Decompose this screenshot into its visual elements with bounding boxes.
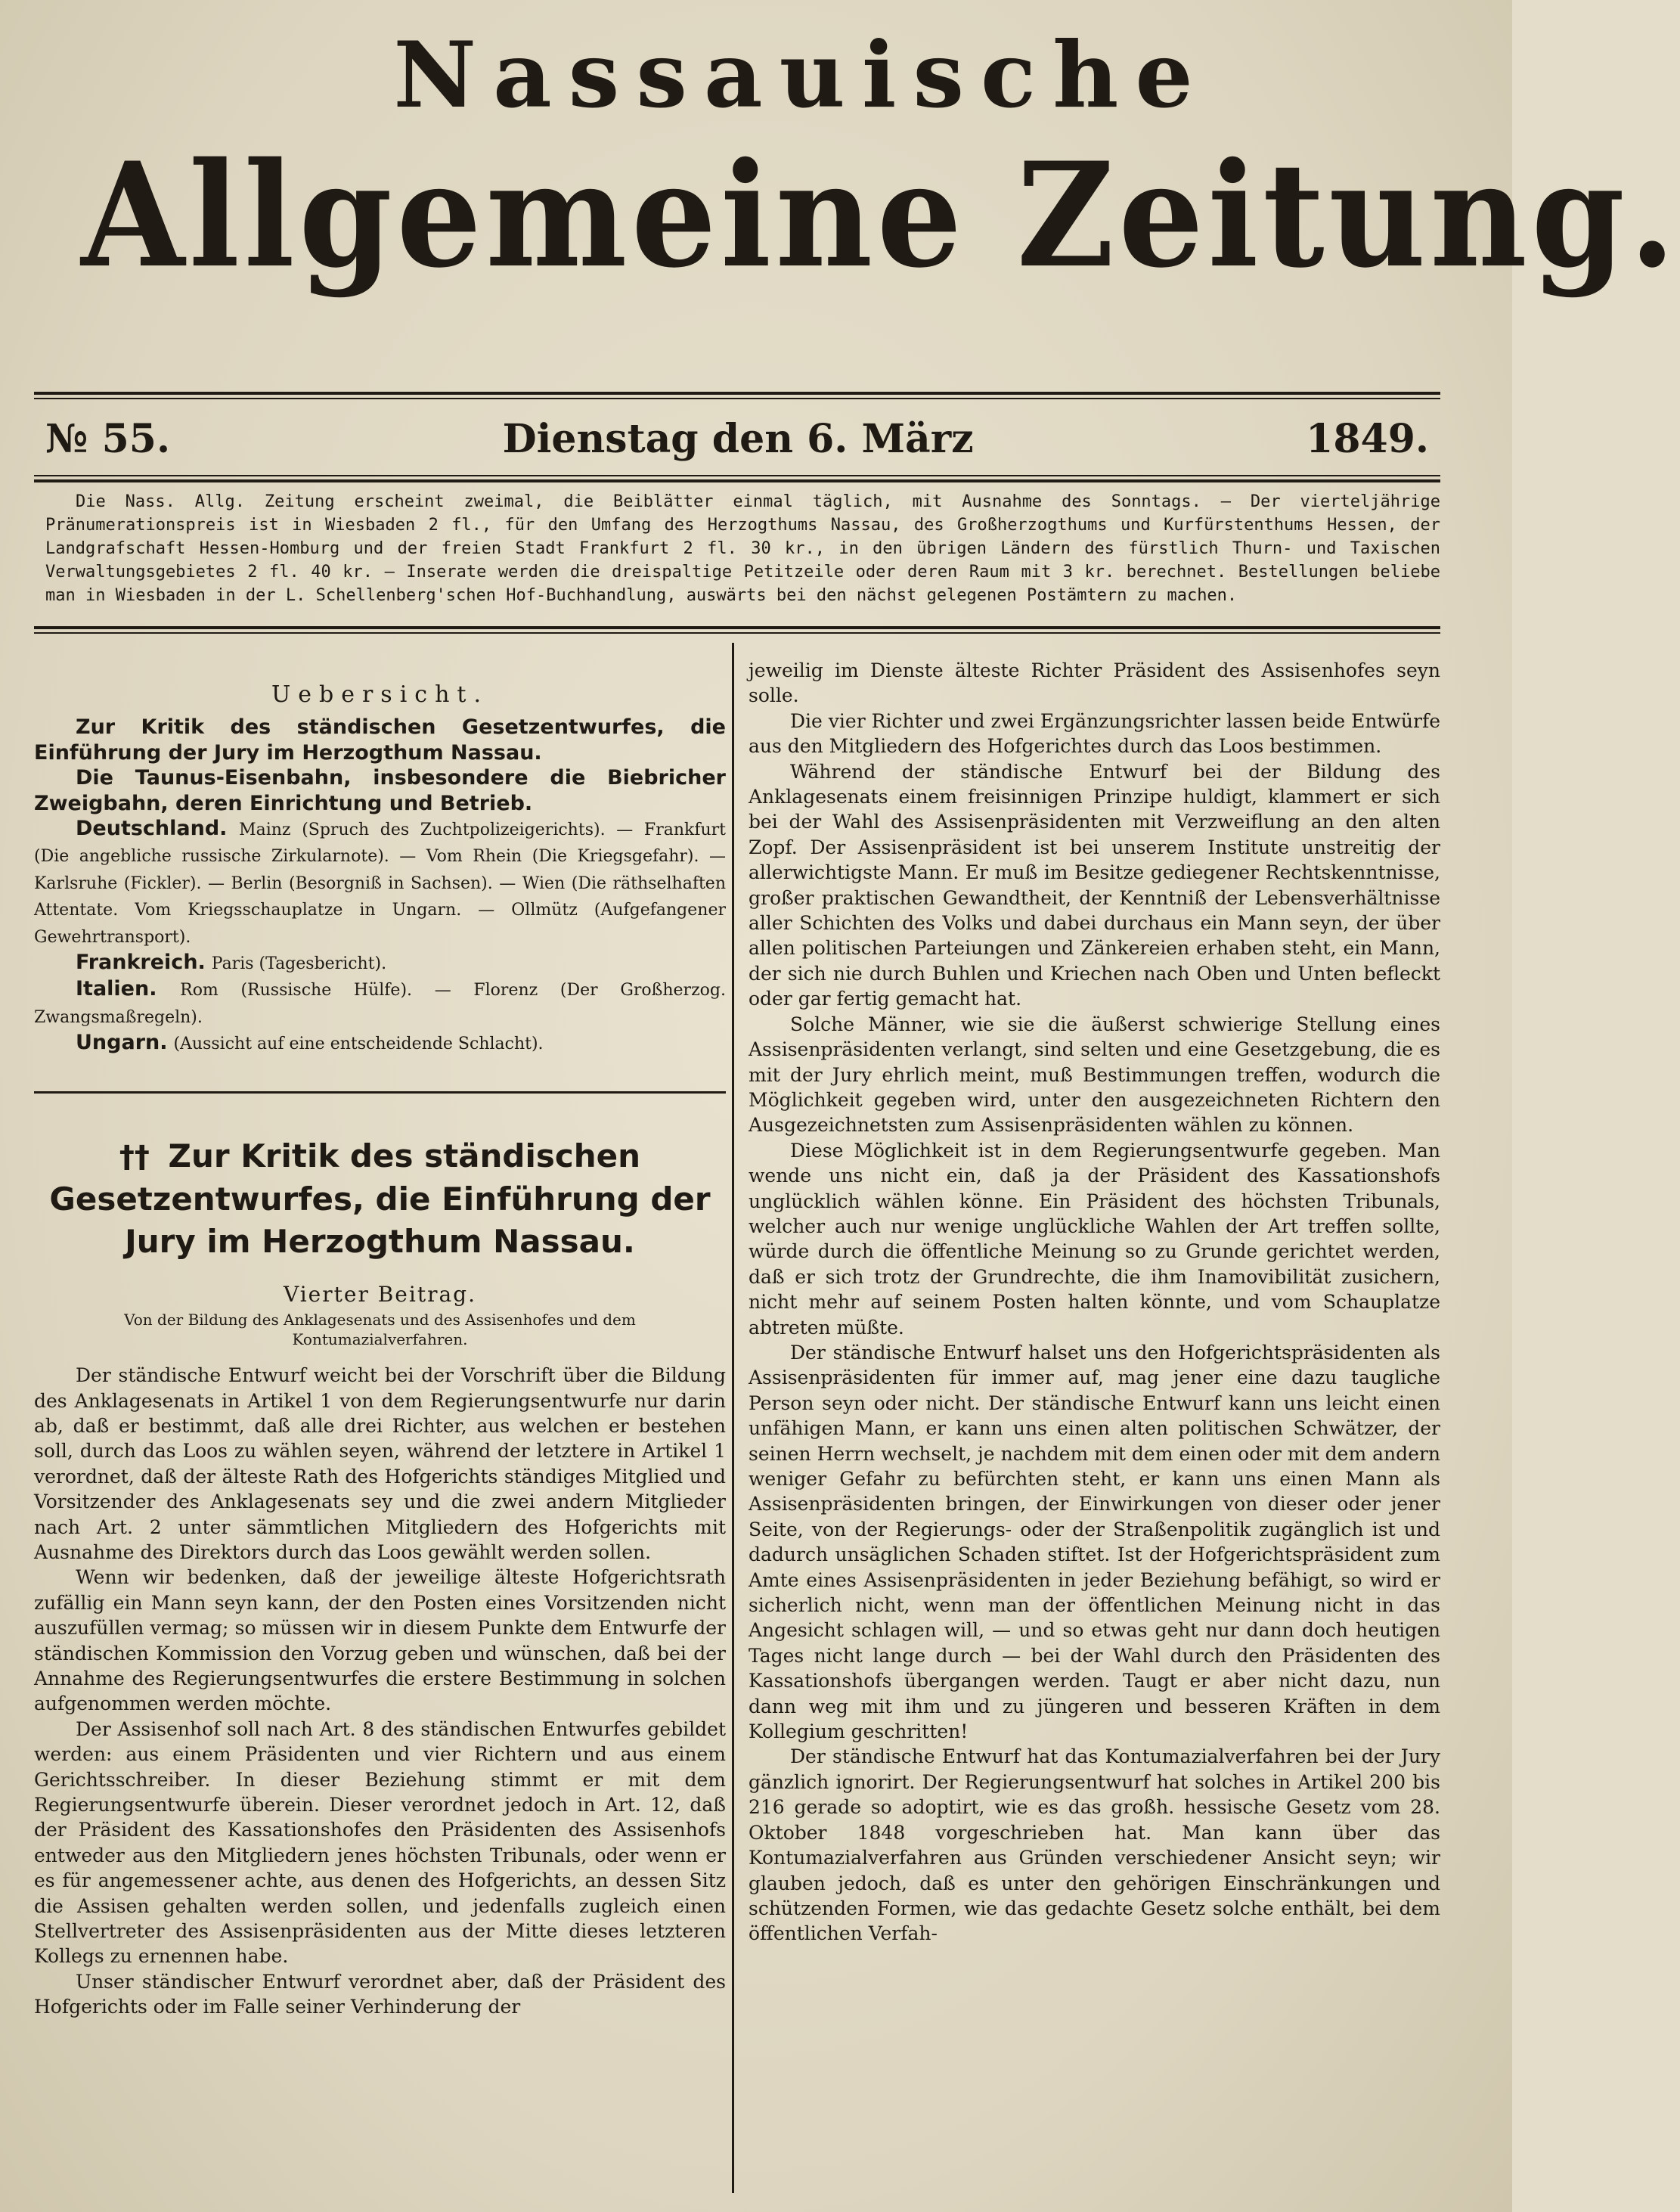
article-paragraph: Der ständische Entwurf halset uns den Hofgerichtspräsidenten als Assisenpräsidenten für immer auf, mag jener eine dazu taugliche Person seyn oder nicht. Der ständische Entwurf kann uns leicht einen unfähigen Mann, er kann uns einen alten politischen Schwätzer, der seinen Herrn wechselt, je nachdem mit dem einen oder mit dem andern weniger Gefahr zu befürchten steht, er kann uns einen Mann als Assisenpräsidenten bringen, der Einwirkungen von dieser oder jener Seite, von der Regierungs- oder der Straßenpolitik zugänglich ist und dadurch unsäglichen Schaden stiftet. Ist der Hofgerichtspräsident zum Amte eines Assisenpräsidenten in jeder Beziehung befähigt, so wird er sicherlich nicht, wenn man der öffentlichen Meinung nicht in das Angesicht schlagen will, — und so etwas geht nur dann doch heutigen Tages nicht lange durch — bei der Wahl durch den Präsidenten des Kassationshofs übergangen werden. Taugt er aber nicht dazu, nun dann weg mit ihm und zu jüngeren und besseren Kräften in dem Kollegium geschritten! xyxy=(749,1341,1440,1743)
right-column xyxy=(749,658,1440,1947)
article-subtitle: Vierter Beitrag. xyxy=(283,1281,476,1307)
overview-item-text: Rom (Russische Hülfe). — Florenz (Der Großherzog. Zwangsmaßregeln). xyxy=(34,981,726,1027)
dateline-rule xyxy=(34,479,1440,482)
dateline xyxy=(45,412,1429,465)
overview-item xyxy=(34,715,726,765)
article-paragraph: Diese Möglichkeit ist in dem Regierungsentwurfe gegeben. Man wende uns nicht ein, daß ja der Präsident des Kassationshofs unglücklich wählen könne. Ein Präsident des höchsten Tribunals, welcher auch nur wenige unglückliche Wahlen der Art treffen sollte, würde durch die öffentliche Meinung so zu Grunde gerichtet werden, daß er sich trotz der Grundrechte, die ihm Inamovibilität zusichern, nicht mehr auf seinem Posten halten könnte, und vom Schauplatze abtreten müßte. xyxy=(749,1139,1440,1339)
article-paragraph: Der ständische Entwurf weicht bei der Vorschrift über die Bildung des Anklagesenats in Artikel 1 von dem Regierungsentwurfe nur darin ab, daß er bestimmt, daß alle drei Richter, aus welchen er bestehen soll, durch das Loos zu wählen seyen, während der letztere in Artikel 1 verordnet, daß der älteste Rath des Hofgerichts ständiges Mitglied und Vorsitzender des Anklagesenats sey und die zwei andern Mitglieder nach Art. 2 unter sämmtlichen Mitgliedern des Hofgerichts mit Ausnahme des Direktors durch das Loos gewählt werden sollen. xyxy=(34,1364,726,1563)
overview-item-head: Zur Kritik des ständischen Gesetzentwurfes, die Einführung der Jury im Herzogthum Nassau. xyxy=(34,715,726,765)
overview-list xyxy=(34,715,726,1056)
subscription-notice: Die Nass. Allg. Zeitung erscheint zweimal, die Beiblätter einmal täglich, mit Ausnahme des Sonntags. — Der vierteljährige Pränumerationspreis ist in Wiesbaden 2 fl., für den Umfang des Herzogthums Nassau, des Großherzogthums und Kurfürstenthums Hessen, der Landgrafschaft Hessen-Homburg und der freien Stadt Frankfurt 2 fl. 30 kr., in den übrigen Ländern des fürstlich Thurn- und Taxischen Verwaltungsgebietes 2 fl. 40 kr. — Inserate werden die dreispaltige Petitzeile oder deren Raum mit 3 kr. berechnet. Bestellungen beliebe man in Wiesbaden in der L. Schellenberg'schen Hof-Buchhandlung, auswärts bei den nächst gelegenen Postämtern zu machen. xyxy=(45,492,1440,605)
overview-item-head: Deutschland. xyxy=(76,817,228,841)
article-title xyxy=(34,1135,726,1263)
overview-heading: Uebersicht. xyxy=(271,681,489,708)
article-title-text: Zur Kritik des ständischen Gesetzentwurfes, die Einführung der Jury im Herzogthum Nassau. xyxy=(49,1137,711,1260)
section-separator xyxy=(34,1091,726,1094)
article-paragraph: Die vier Richter und zwei Ergänzungsrichter lassen beide Entwürfe aus den Mitgliedern des Hofgerichtes durch das Loos bestimmen. xyxy=(749,709,1440,758)
notice-rule xyxy=(34,626,1440,629)
overview-item xyxy=(34,1030,726,1056)
issue-date: Dienstag den 6. März xyxy=(502,415,974,462)
title-line-1: Nassauische xyxy=(393,22,1210,129)
overview-item xyxy=(34,976,726,1030)
overview-item-head: Italien. xyxy=(76,977,157,1001)
overview-item xyxy=(34,816,726,950)
overview-item-head: Frankreich. xyxy=(76,951,206,975)
dateline-rule-thin xyxy=(34,475,1440,476)
overview-item xyxy=(34,765,726,816)
masthead-rule-top xyxy=(34,392,1440,395)
overview-item-text: (Aussicht auf eine entscheidende Schlacht). xyxy=(173,1035,544,1054)
left-column xyxy=(34,665,726,2020)
overview-item xyxy=(34,950,726,976)
overview-item-head: Die Taunus-Eisenbahn, insbesondere die Biebricher Zweigbahn, deren Einrichtung und Betrieb. xyxy=(34,766,726,815)
overview-item-text: Paris (Tagesbericht). xyxy=(211,954,387,974)
article-paragraph: Der ständische Entwurf hat das Kontumazialverfahren bei der Jury gänzlich ignorirt. Der Regierungsentwurf hat solches in Artikel 200 bis 216 gerade so adoptirt, wie es das großh. hessische Gesetz vom 28. Oktober 1848 vorgeschrieben hat. Man kann über das Kontumazialverfahren aus Gründen verschiedener Ansicht seyn; wir glauben jedoch, daß es unter den gehörigen Einschränkungen und schützenden Formen, wie das gedachte Gesetz solche enthält, bei dem öffentlichen Verfah- xyxy=(749,1745,1440,1945)
article-paragraph: Während der ständische Entwurf bei der Bildung des Anklagesenats einem freisinnigen Prinzipe huldigt, klammert er sich bei der Wahl des Assisenpräsidenten mit Verzweiflung an den alten Zopf. Der Assisenpräsident ist bei unserem Institute unstreitig der allerwichtigste Mann. Er muß im Besitze gediegener Rechtskenntnisse, großer praktischen Gewandtheit, der Kenntniß der Lebensverhältnisse aller Schichten des Volks und dabei durchaus ein Mann seyn, der über allen politischen Parteiungen und Zänkereien erhaben steht, ein Mann, der sich nie durch Buhlen und Kriechen nach Oben und Unten befleckt oder gar fertig gemacht hat. xyxy=(749,760,1440,1010)
issue-year: 1849. xyxy=(1306,415,1429,462)
article-paragraph: Solche Männer, wie sie die äußerst schwierige Stellung eines Assisenpräsidenten verlangt, sind selten und eine Gesetzgebung, die es mit der Jury ehrlich meint, muß Bestimmungen treffen, wodurch die Möglichkeit gegeben wird, unter den ausgezeichneten Richtern den Ausgezeichnetsten zum Assisenpräsidenten wählen zu können. xyxy=(749,1013,1440,1137)
article-paragraph: Der Assisenhof soll nach Art. 8 des ständischen Entwurfes gebildet werden: aus einem Präsidenten und vier Richtern und aus einem Gerichtsschreiber. In dieser Beziehung stimmt er mit dem Regierungsentwurfe überein. Dieser verordnet jedoch in Art. 12, daß der Präsident des Kassationshofes den Präsidenten des Assisenhofs entweder aus den Mitgliedern jenes höchsten Tribunals, oder wenn er es für angemessener achte, aus denen des Hofgerichts, an dessen Sitz die Assisen gehalten werden sollen, und jedenfalls zugleich einen Stellvertreter des Assisenpräsidenten aus der Mitte dieses letzteren Kollegs zu ernennen habe. xyxy=(34,1717,726,1968)
column-divider xyxy=(732,643,734,2193)
masthead xyxy=(30,22,1680,299)
article-paragraph: jeweilig im Dienste älteste Richter Präsident des Assisenhofes seyn solle. xyxy=(749,659,1440,707)
title-line-2: Allgemeine Zeitung. xyxy=(81,131,1680,299)
article-paragraph: Wenn wir bedenken, daß der jeweilige älteste Hofgerichtsrath zufällig ein Mann seyn kann, der den Posten eines Vorsitzenden nicht auszufüllen vermag; so müssen wir in diesem Punkte dem Entwurfe der ständischen Kommission den Vorzug geben und wünschen, daß bei der Annahme des Regierungsentwurfes die erstere Bestimmung in solchen aufgenommen werden möchte. xyxy=(34,1566,726,1715)
article-subsubtitle: Von der Bildung des Anklagesenats und des Assisenhofes und dem Kontumazialverfahren. xyxy=(124,1311,636,1349)
article-paragraph: Unser ständischer Entwurf verordnet aber, daß der Präsident des Hofgerichts oder im Falle seiner Verhinderung der xyxy=(34,1970,726,2018)
notice-rule-thin xyxy=(34,632,1440,634)
overview-item-head: Ungarn. xyxy=(76,1031,168,1055)
overview-item-text: Mainz (Spruch des Zuchtpolizeigerichts). — Frankfurt (Die angebliche russische Zirkularnote). — Vom Rhein (Die Kriegsgefahr). — Karlsruhe (Fickler). — Berlin (Besorgniß in Sachsen). — Wien (Die räthselhaften Attentate. Vom Kriegsschauplatze in Ungarn. — Ollmütz (Aufgefangener Gewehrtransport). xyxy=(34,821,726,947)
dagger-mark: †† xyxy=(119,1139,150,1174)
issue-number: № 55. xyxy=(45,415,171,462)
masthead-rule-top-thin xyxy=(34,398,1440,399)
